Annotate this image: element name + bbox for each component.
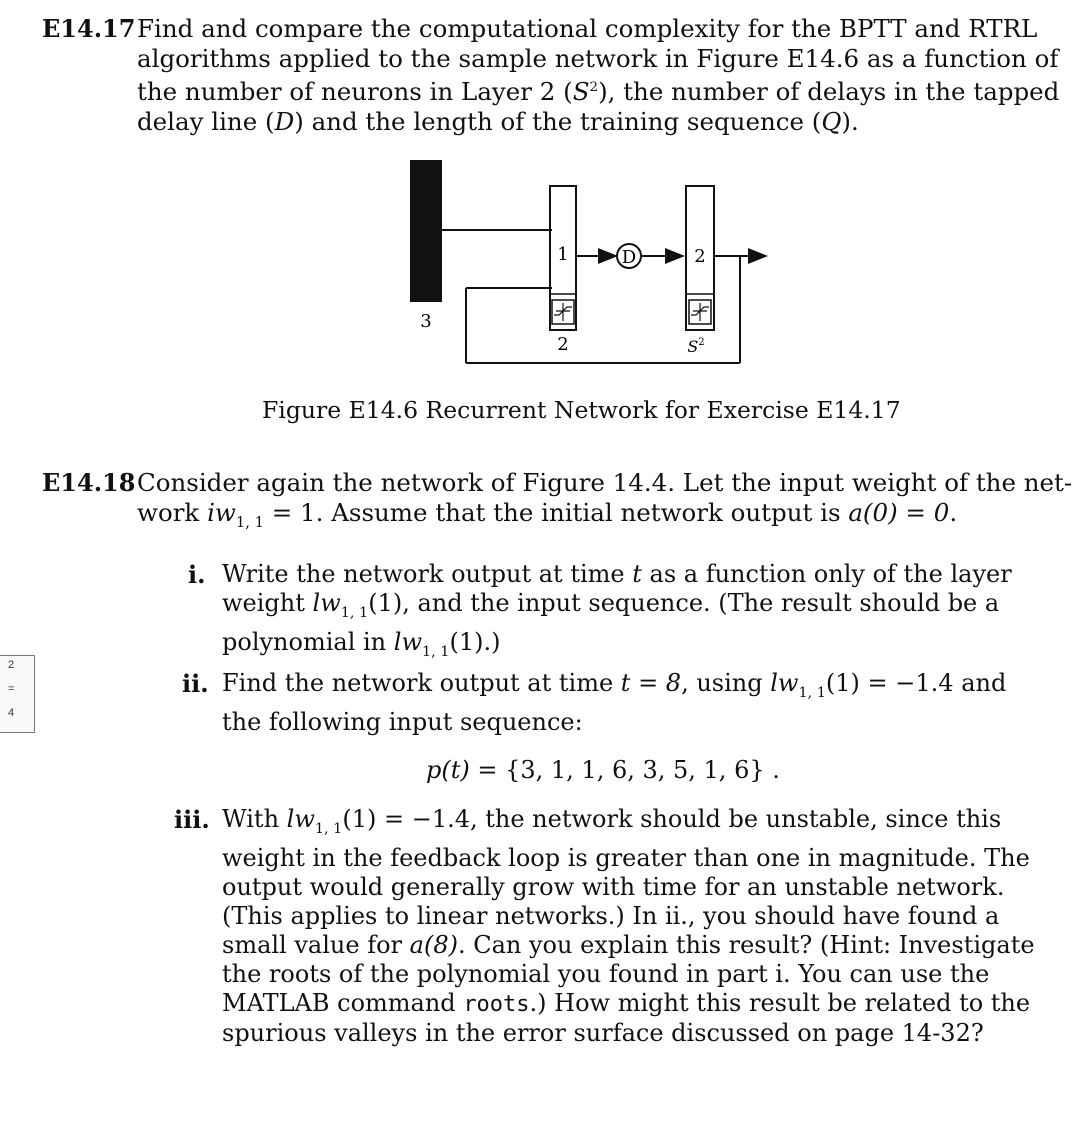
text-line: weight $lw_{1, 1}(1)$, and the input sequence. (The result should be a bbox=[222, 589, 1000, 621]
recurrent-network-diagram bbox=[380, 150, 800, 380]
text-line: Consider again the network of Figure 14.4. Let the input weight of the net- bbox=[137, 468, 1073, 497]
text-line: (This applies to linear networks.) In ii., you should have found a bbox=[222, 901, 1000, 930]
text-line: work $iw_{1, 1} = 1$. Assume that the initial network output is a(0) = 0. bbox=[137, 497, 958, 531]
figure-caption: Figure E14.6 Recurrent Network for Exercise E14.17 bbox=[262, 396, 901, 424]
exercise-number-e14-18: E14.18 bbox=[42, 468, 136, 497]
text-line: weight in the feedback loop is greater than one in magnitude. The bbox=[222, 843, 1030, 872]
text-line: Find the network output at time t = 8, using $lw_{1, 1}(1) = -1.4$ and bbox=[222, 669, 1007, 701]
text-line: With $lw_{1, 1}(1) = -1.4$, the network should be unstable, since this bbox=[222, 805, 1002, 837]
text-line: MATLAB command roots.) How might this result be related to the bbox=[222, 988, 1031, 1017]
text-line: spurious valleys in the error surface discussed on page 14-32? bbox=[222, 1018, 984, 1047]
layer1-label: 1 bbox=[557, 244, 569, 265]
text-line: small value for a(8). Can you explain this result? (Hint: Investigate bbox=[222, 930, 1035, 959]
text-line: Find and compare the computational complexity for the BPTT and RTRL bbox=[137, 14, 1038, 43]
input-vector-bar bbox=[410, 160, 442, 302]
margin-symbol: = bbox=[8, 683, 15, 695]
text-line: polynomial in $lw_{1, 1}(1)$.) bbox=[222, 627, 501, 660]
part-i bbox=[188, 560, 1012, 667]
margin-widget bbox=[0, 655, 35, 733]
text-line: the following input sequence: bbox=[222, 707, 583, 736]
text-line: algorithms applied to the sample network in Figure E14.6 as a function of bbox=[137, 43, 1059, 73]
text-line: delay line (D) and the length of the training sequence (Q). bbox=[137, 106, 859, 136]
margin-number-bottom: 4 bbox=[8, 707, 15, 719]
text-line: the roots of the polynomial you found in part i. You can use the bbox=[222, 959, 990, 988]
part-iii bbox=[174, 805, 1035, 1048]
input-size-label: 3 bbox=[420, 311, 432, 332]
text-line: output would generally grow with time for an unstable network. bbox=[222, 872, 1005, 901]
part-iii-marker: iii. bbox=[174, 805, 210, 834]
margin-number-top: 2 bbox=[8, 659, 15, 671]
part-i-marker: i. bbox=[188, 560, 206, 589]
part-ii bbox=[182, 669, 1007, 737]
layer2-size-label: $S^2$ bbox=[687, 337, 705, 356]
exercise-e14-18-text bbox=[137, 468, 1072, 537]
layer2-label: 2 bbox=[694, 246, 706, 267]
text-line: Write the network output at time t as a function only of the layer bbox=[222, 560, 1012, 588]
matlab-command: roots bbox=[463, 991, 530, 1017]
exercise-e14-17-text bbox=[137, 14, 1059, 136]
input-sequence-equation: p(t) = {3, 1, 1, 6, 3, 5, 1, 6} . bbox=[426, 756, 780, 784]
delay-label: D bbox=[621, 247, 637, 268]
exercise-number-e14-17: E14.17 bbox=[42, 14, 136, 43]
part-ii-marker: ii. bbox=[182, 669, 209, 698]
layer1-size-label: 2 bbox=[557, 334, 569, 355]
text-line: the number of neurons in Layer 2 $(S^2)$, the number of delays in the tapped bbox=[137, 77, 1060, 107]
